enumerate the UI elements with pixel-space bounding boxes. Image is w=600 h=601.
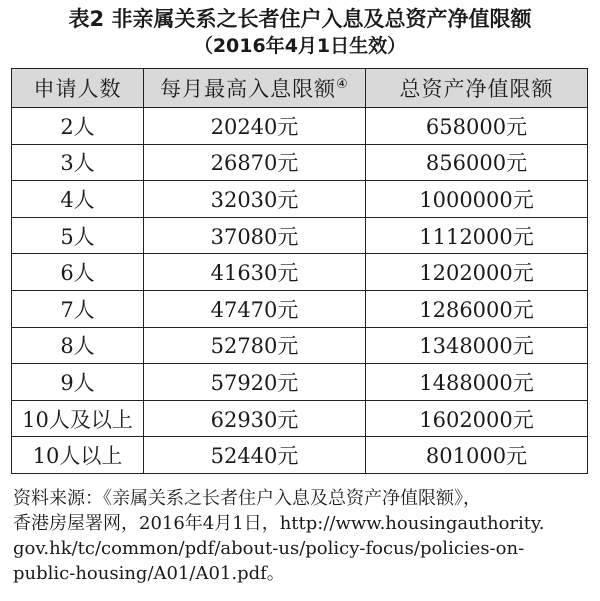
source-line: 香港房屋署网，2016年4月1日，http://www.housingauthority.: [13, 513, 545, 534]
cell-applicants: 9人: [12, 364, 144, 401]
cell-applicants: 3人: [12, 144, 144, 181]
cell-monthly-income: 41630元: [144, 254, 366, 291]
cell-net-assets: 1602000元: [366, 400, 588, 437]
table-row: [12, 217, 588, 254]
table-title: 表2 非亲属关系之长者住户入息及总资产净值限额: [68, 7, 532, 31]
table-row: [12, 400, 588, 437]
source-line: gov.hk/tc/common/pdf/about-us/policy-focus/policies-on-: [13, 538, 525, 559]
cell-monthly-income: 26870元: [144, 144, 366, 181]
source-line: 资料来源：《亲属关系之长者住户入息及总资产净值限额》，: [13, 488, 481, 509]
header-applicants: 申请人数: [12, 69, 144, 108]
cell-net-assets: 658000元: [366, 108, 588, 145]
table-row: [12, 144, 588, 181]
cell-applicants: 10人及以上: [12, 400, 144, 437]
table-row: [12, 364, 588, 401]
cell-net-assets: 1348000元: [366, 327, 588, 364]
table-row: [12, 327, 588, 364]
cell-net-assets: 801000元: [366, 437, 588, 474]
cell-applicants: 6人: [12, 254, 144, 291]
cell-monthly-income: 20240元: [144, 108, 366, 145]
cell-monthly-income: 62930元: [144, 400, 366, 437]
table-row: [12, 437, 588, 474]
cell-net-assets: 856000元: [366, 144, 588, 181]
cell-applicants: 7人: [12, 290, 144, 327]
table-row: [12, 254, 588, 291]
cell-monthly-income: 47470元: [144, 290, 366, 327]
cell-net-assets: 1112000元: [366, 217, 588, 254]
cell-applicants: 5人: [12, 217, 144, 254]
table-subtitle: （2016年4月1日生效）: [193, 35, 407, 57]
table-header-row: [12, 69, 588, 108]
cell-monthly-income: 57920元: [144, 364, 366, 401]
cell-net-assets: 1202000元: [366, 254, 588, 291]
header-monthly-income: [144, 69, 366, 108]
table-row: [12, 181, 588, 218]
cell-applicants: 10人以上: [12, 437, 144, 474]
cell-monthly-income: 37080元: [144, 217, 366, 254]
cell-net-assets: 1000000元: [366, 181, 588, 218]
table-row: [12, 108, 588, 145]
header-monthly-income-label: 每月最高入息限额: [160, 77, 337, 101]
cell-monthly-income: 32030元: [144, 181, 366, 218]
cell-monthly-income: 52440元: [144, 437, 366, 474]
footnote-marker: ④: [336, 77, 349, 92]
cell-applicants: 4人: [12, 181, 144, 218]
source-note: [13, 486, 589, 586]
table-row: [12, 290, 588, 327]
cell-net-assets: 1488000元: [366, 364, 588, 401]
cell-monthly-income: 52780元: [144, 327, 366, 364]
income-limit-table: [11, 68, 588, 474]
cell-net-assets: 1286000元: [366, 290, 588, 327]
cell-applicants: 8人: [12, 327, 144, 364]
cell-applicants: 2人: [12, 108, 144, 145]
source-line: public-housing/A01/A01.pdf。: [13, 563, 285, 584]
header-net-assets: 总资产净值限额: [366, 69, 588, 108]
